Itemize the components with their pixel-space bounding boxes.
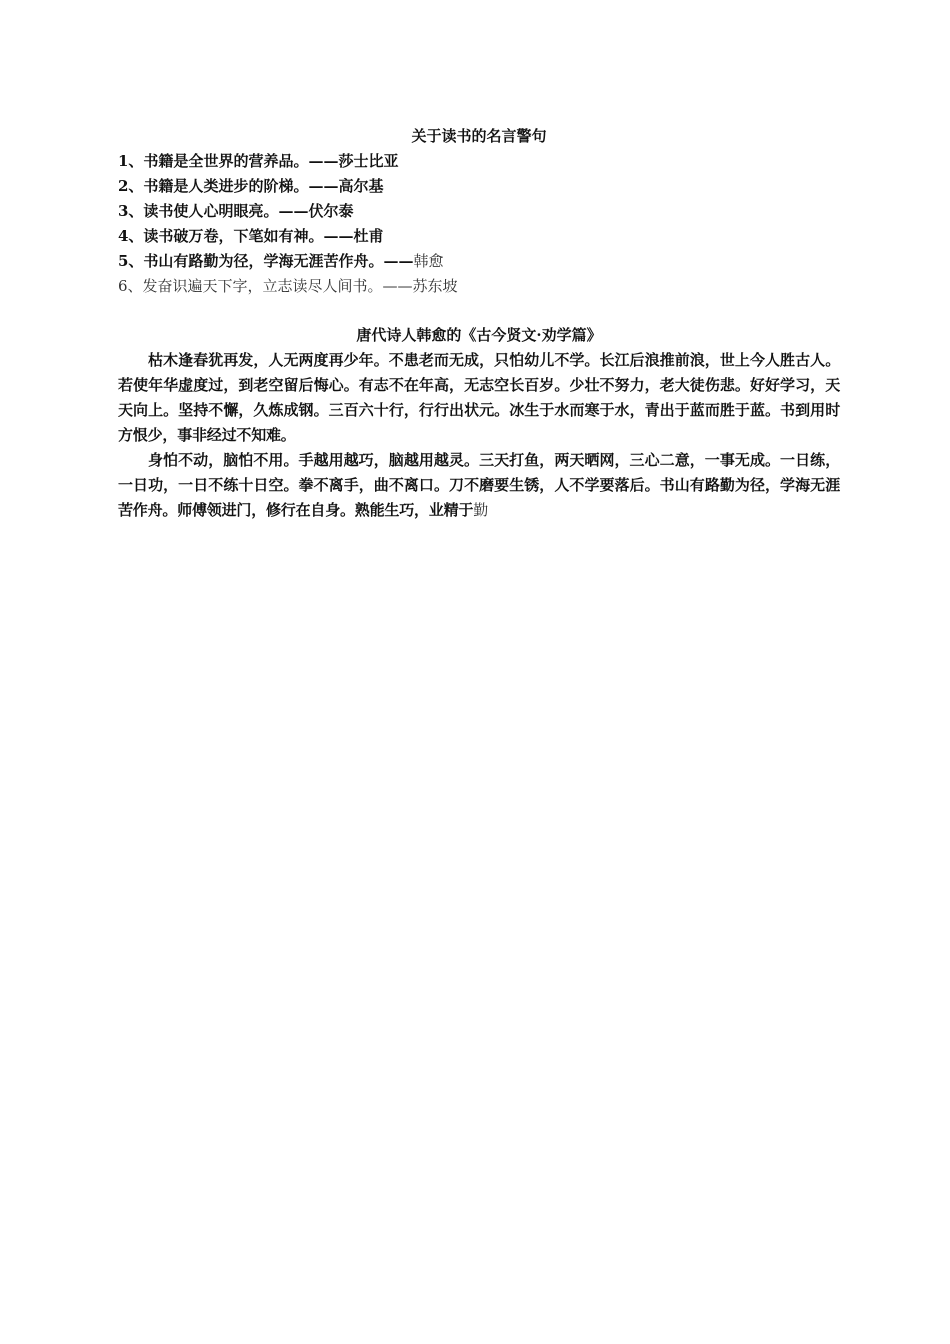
paragraph-2-tail: 勤 <box>473 501 489 519</box>
page-title: 关于读书的名言警句 <box>411 127 547 145</box>
quote-item-4: 4、读书破万卷，下笔如有神。——杜甫 <box>118 227 384 245</box>
quote-item-5-text: 5、书山有路勤为径，学海无涯苦作舟。—— <box>118 252 414 270</box>
section-spacer <box>118 299 840 323</box>
document-page <box>118 124 840 523</box>
section-title: 唐代诗人韩愈的《古今贤文·劝学篇》 <box>356 326 602 344</box>
quote-item-5 <box>118 249 840 274</box>
quote-item-6: 6、发奋识遍天下字，立志读尽人间书。——苏东坡 <box>118 277 458 295</box>
quote-item-2: 2、书籍是人类进步的阶梯。——高尔基 <box>118 177 384 195</box>
paragraph-1: 枯木逢春犹再发，人无两度再少年。不患老而无成，只怕幼儿不学。长江后浪推前浪，世上今人胜古人。若使年华虚度过，到老空留后悔心。有志不在年高，无志空长百岁。少壮不努力，老大徒伤悲。好好学习，天天向上。坚持不懈，久炼成钢。三百六十行，行行出状元。冰生于水而寒于水，青出于蓝而胜于蓝。书到用时方恨少，事非经过不知难。 <box>118 351 840 444</box>
quote-item-5-author: 韩愈 <box>413 252 444 270</box>
quote-item-1: 1、书籍是全世界的营养品。——莎士比亚 <box>118 152 399 170</box>
quote-item-3: 3、读书使人心明眼亮。——伏尔泰 <box>118 202 354 220</box>
paragraph-2-text: 身怕不动，脑怕不用。手越用越巧，脑越用越灵。三天打鱼，两天晒网，三心二意，一事无成。一日练，一日功，一日不练十日空。拳不离手，曲不离口。刀不磨要生锈，人不学要落后。书山有路勤为径，学海无涯苦作舟。师傅领进门，修行在自身。熟能生巧，业精于 <box>118 451 840 519</box>
paragraph-2 <box>118 448 840 523</box>
